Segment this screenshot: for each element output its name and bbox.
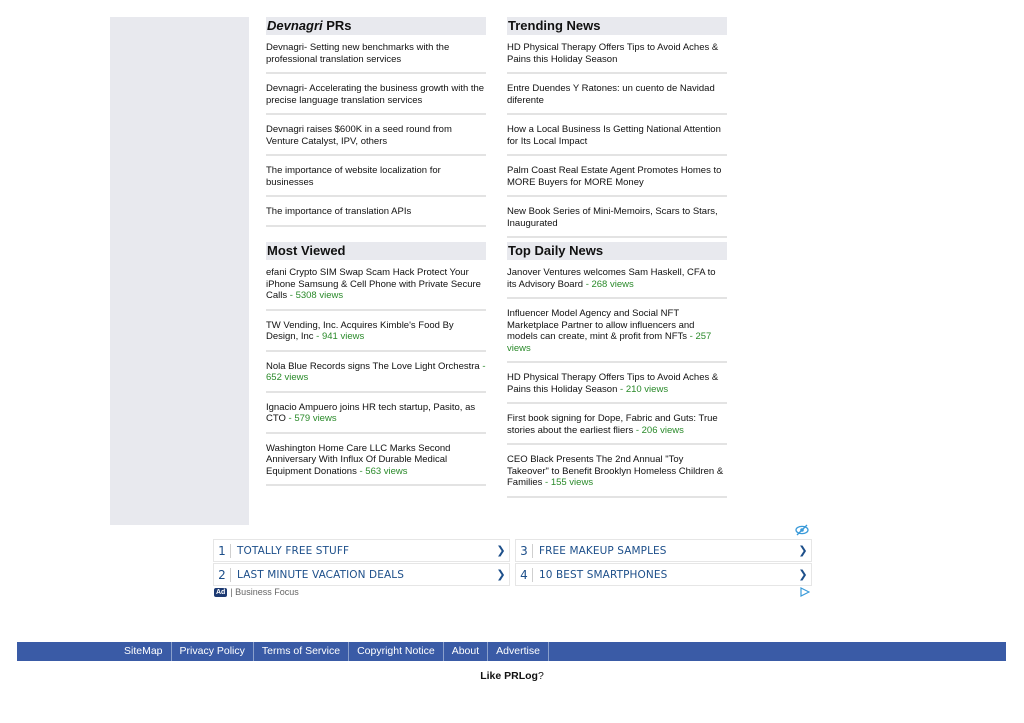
ad-label[interactable]: LAST MINUTE VACATION DEALS xyxy=(237,568,404,581)
left-sidebar xyxy=(110,17,249,525)
hide-ad-icon[interactable] xyxy=(795,524,809,536)
view-count: - 563 views xyxy=(359,465,408,477)
most-viewed-section xyxy=(266,242,486,493)
footer-link-terms[interactable]: Terms of Service xyxy=(254,642,349,661)
list-item[interactable]: Devnagri- Setting new benchmarks with the professional translation services xyxy=(266,40,486,74)
item-title[interactable]: Janover Ventures welcomes Sam Haskell, CFA to its Advisory Board xyxy=(507,267,716,290)
chevron-right-icon: ❯ xyxy=(798,544,808,557)
section-title: Most Viewed xyxy=(266,242,486,260)
view-count: - 155 views xyxy=(545,477,594,488)
list-item[interactable] xyxy=(266,359,486,393)
ad-link[interactable] xyxy=(213,563,510,586)
list-item[interactable]: Devnagri- Accelerating the business growth with the precise language translation services xyxy=(266,81,486,115)
section-title: Devnagri PRs xyxy=(266,17,486,35)
like-prlog[interactable]: Like PRLog? xyxy=(480,670,544,682)
list-item[interactable] xyxy=(266,265,486,311)
list-item[interactable] xyxy=(507,265,727,299)
list-item[interactable]: New Book Series of Mini-Memoirs, Scars to Stars, Inaugurated xyxy=(507,204,727,238)
chevron-right-icon: ❯ xyxy=(496,568,506,581)
view-count: - 257 views xyxy=(507,331,712,354)
section-title: Top Daily News xyxy=(507,242,727,260)
list-item[interactable]: The importance of translation APIs xyxy=(266,204,486,227)
ad-number: 4 xyxy=(516,568,533,582)
list-item[interactable]: HD Physical Therapy Offers Tips to Avoid Aches & Pains this Holiday Season xyxy=(507,40,727,74)
list-item[interactable] xyxy=(507,411,727,445)
view-count: - 210 views xyxy=(620,383,669,395)
view-count: - 652 views xyxy=(266,360,486,383)
ad-number: 1 xyxy=(214,544,231,558)
ad-label[interactable]: TOTALLY FREE STUFF xyxy=(237,544,350,557)
item-title[interactable]: efani Crypto SIM Swap Scam Hack Protect Your iPhone Samsung & Cell Phone with Private Secure Calls xyxy=(266,267,481,301)
list-item[interactable] xyxy=(266,318,486,352)
list-item[interactable] xyxy=(507,370,727,404)
view-count: - 941 views xyxy=(316,331,365,342)
ad-link[interactable] xyxy=(515,563,812,586)
footer-link-copyright[interactable]: Copyright Notice xyxy=(349,642,444,661)
list-item[interactable] xyxy=(266,400,486,434)
list-item[interactable] xyxy=(507,452,727,498)
section-title: Trending News xyxy=(507,17,727,35)
list-item[interactable] xyxy=(507,306,727,363)
view-count: - 268 views xyxy=(585,278,634,290)
trending-news-section xyxy=(507,17,727,245)
chevron-right-icon: ❯ xyxy=(496,544,506,557)
ad-label[interactable]: 10 BEST SMARTPHONES xyxy=(539,568,668,581)
list-item[interactable]: How a Local Business Is Getting National Attention for Its Local Impact xyxy=(507,122,727,156)
ad-number: 3 xyxy=(516,544,533,558)
footer-nav xyxy=(118,642,549,661)
item-title[interactable]: HD Physical Therapy Offers Tips to Avoid Aches & Pains this Holiday Season xyxy=(507,372,719,395)
list-item[interactable]: Devnagri raises $600K in a seed round from Venture Catalyst, IPV, others xyxy=(266,122,486,156)
view-count: - 5308 views xyxy=(289,290,344,301)
adchoices-icon[interactable] xyxy=(800,587,810,597)
footer-link-privacy[interactable]: Privacy Policy xyxy=(172,642,254,661)
footer-link-advertise[interactable]: Advertise xyxy=(488,642,549,661)
list-item[interactable] xyxy=(266,441,486,487)
item-title[interactable]: Nola Blue Records signs The Love Light Orchestra xyxy=(266,360,480,372)
devnagri-prs-section xyxy=(266,17,486,234)
list-item[interactable]: Entre Duendes Y Ratones: un cuento de Navidad diferente xyxy=(507,81,727,115)
ad-number: 2 xyxy=(214,568,231,582)
ad-link[interactable] xyxy=(213,539,510,562)
footer-link-about[interactable]: About xyxy=(444,642,488,661)
item-title[interactable]: Ignacio Ampuero joins HR tech startup, Pasito, as CTO xyxy=(266,401,476,424)
item-title[interactable]: TW Vending, Inc. Acquires Kimble's Food By Design, Inc xyxy=(266,319,454,342)
ad-attribution xyxy=(214,587,299,597)
item-title[interactable]: Washington Home Care LLC Marks Second Anniversary With Influx Of Durable Medical Equipment Donations xyxy=(266,442,451,477)
ad-link[interactable] xyxy=(515,539,812,562)
view-count: - 206 views xyxy=(635,424,684,436)
footer-link-sitemap[interactable]: SiteMap xyxy=(118,642,172,661)
top-daily-news-section xyxy=(507,242,727,505)
ad-label[interactable]: FREE MAKEUP SAMPLES xyxy=(539,544,667,557)
item-title[interactable]: First book signing for Dope, Fabric and Guts: True stories about the earliest fliers xyxy=(507,413,718,436)
ad-badge: Ad xyxy=(216,588,226,596)
list-item[interactable]: Palm Coast Real Estate Agent Promotes Homes to MORE Buyers for MORE Money xyxy=(507,163,727,197)
item-title[interactable]: CEO Black Presents The 2nd Annual "Toy Takeover" to Benefit Brooklyn Homeless Children & Families xyxy=(507,454,724,488)
item-title[interactable]: Influencer Model Agency and Social NFT Marketplace Partner to allow influencers and models can create, mint & profit from NFTs xyxy=(507,308,695,342)
list-item[interactable]: The importance of website localization for businesses xyxy=(266,163,486,197)
ad-sponsor[interactable]: | Business Focus xyxy=(230,587,299,597)
chevron-right-icon: ❯ xyxy=(798,568,808,581)
view-count: - 579 views xyxy=(288,413,337,424)
